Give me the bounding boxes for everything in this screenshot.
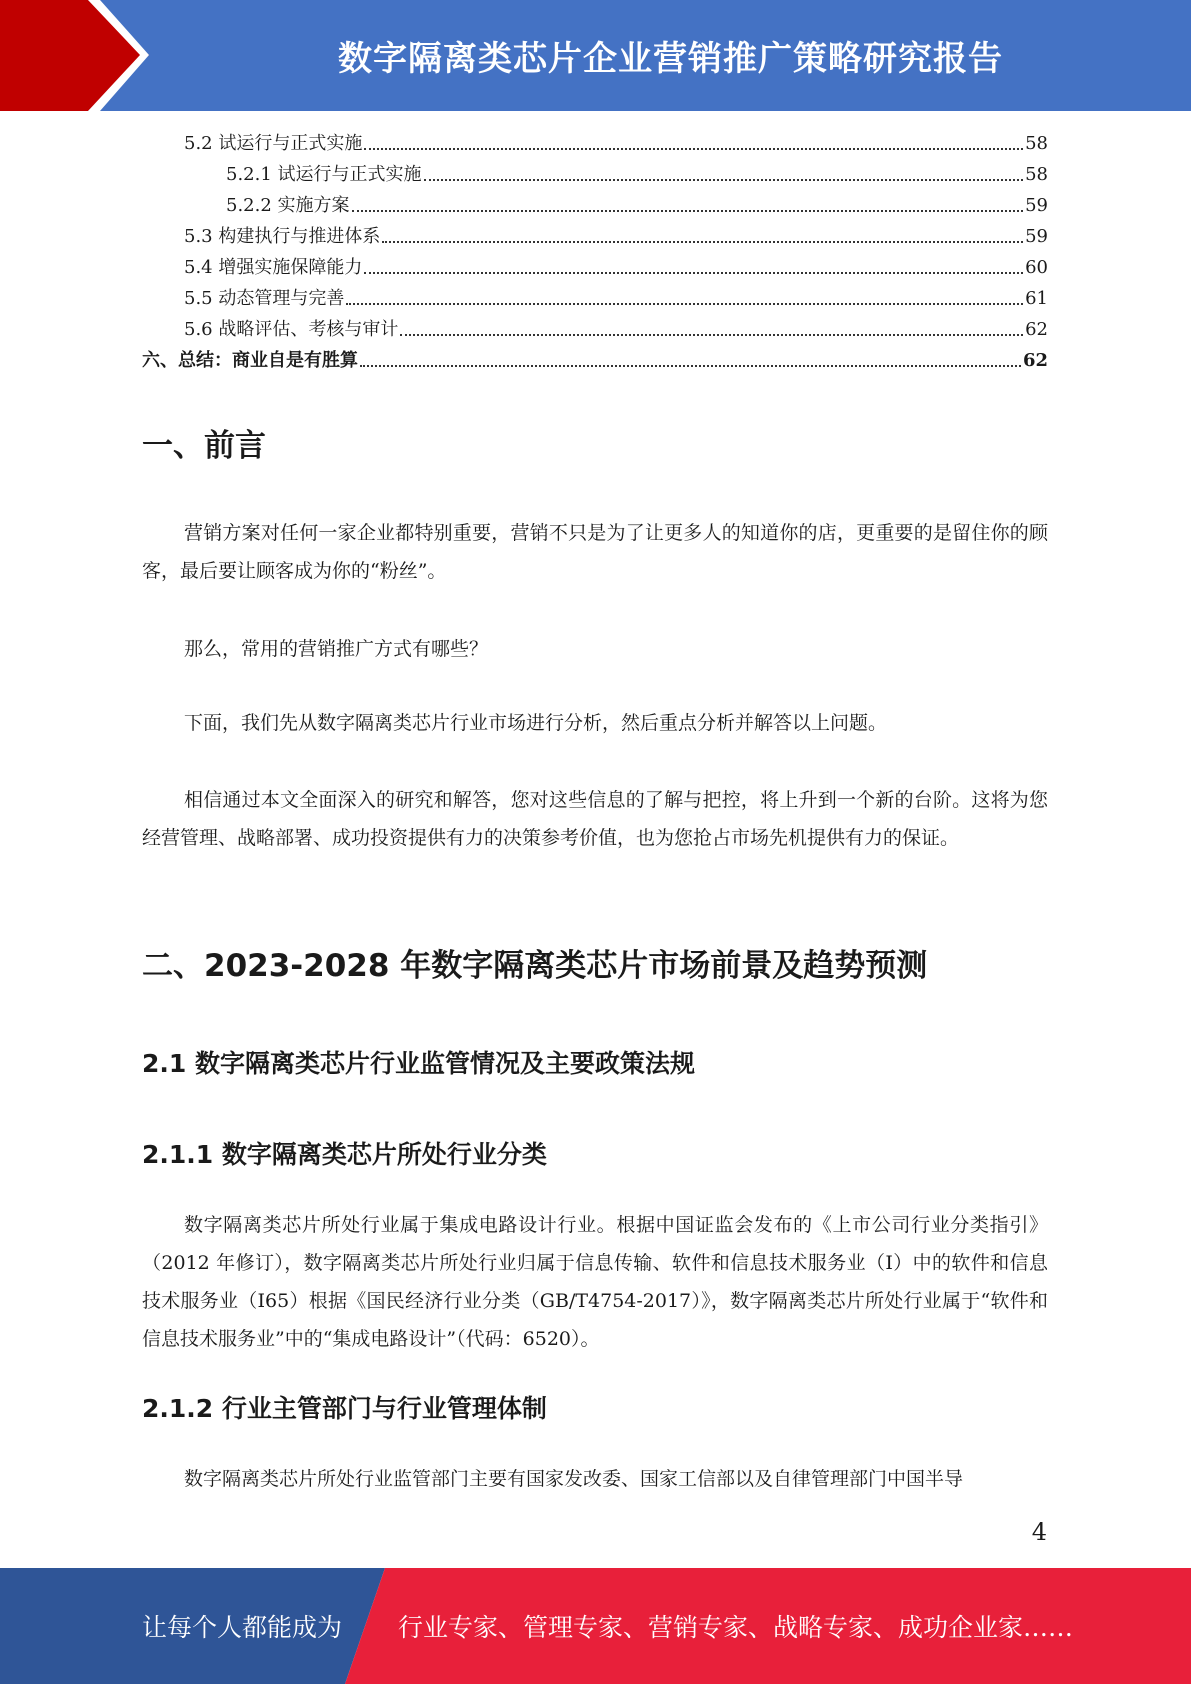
subsection-title-2-1-2: 2.1.2 行业主管部门与行业管理体制 [142, 1394, 547, 1423]
toc-entry-label: 5.3 构建执行与推进体系 [184, 226, 381, 247]
toc-entry[interactable] [142, 314, 1048, 345]
toc-entry[interactable] [142, 190, 1048, 221]
paragraph: 数字隔离类芯片所处行业属于集成电路设计行业。根据中国证监会发布的《上市公司行业分类指引》（2012 年修订），数字隔离类芯片所处行业归属于信息传输、软件和信息技术服务业（I）中的软件和信息技术服务业（I65）根据《国民经济行业分类（GB/T4754-2017）》，数字隔离类芯片所处行业属于“软件和信息技术服务业”中的“集成电路设计”（代码：6520）。 [142, 1214, 1048, 1350]
toc-entry-page: 60 [1025, 257, 1048, 278]
header-arrow-shape [0, 0, 160, 111]
subsection-title-2-1-1: 2.1.1 数字隔离类芯片所处行业分类 [142, 1140, 547, 1169]
report-title: 数字隔离类芯片企业营销推广策略研究报告 [338, 39, 1003, 79]
footer-banner [0, 1568, 1191, 1684]
toc-entry-page: 59 [1025, 195, 1048, 216]
footer-slogan-right: 行业专家、管理专家、营销专家、战略专家、成功企业家…… [398, 1613, 1074, 1642]
footer-slogan-left: 让每个人都能成为 [142, 1613, 343, 1642]
toc-entry-label: 5.2 试运行与正式实施 [184, 133, 363, 154]
toc-entry-page: 58 [1025, 164, 1048, 185]
toc-leader-dots [400, 332, 1023, 336]
paragraph: 数字隔离类芯片所处行业监管部门主要有国家发改委、国家工信部以及自律管理部门中国半导 [184, 1468, 964, 1490]
toc-entry[interactable] [142, 345, 1048, 376]
toc-leader-dots [364, 270, 1023, 274]
page-number: 4 [1031, 1518, 1047, 1546]
toc-leader-dots [346, 301, 1023, 305]
paragraph: 营销方案对任何一家企业都特别重要，营销不只是为了让更多人的知道你的店，更重要的是留住你的顾客，最后要让顾客成为你的“粉丝”。 [142, 522, 1048, 582]
toc-entry-label: 六、总结：商业自是有胜算 [142, 350, 358, 371]
toc-entry[interactable] [142, 159, 1048, 190]
toc-leader-dots [424, 177, 1024, 181]
header-banner [0, 0, 1191, 111]
table-of-contents [142, 128, 1048, 376]
toc-leader-dots [382, 239, 1023, 243]
toc-entry-label: 5.2.1 试运行与正式实施 [226, 164, 422, 185]
section-title-preface: 一、前言 [142, 428, 266, 464]
paragraph: 相信通过本文全面深入的研究和解答，您对这些信息的了解与把控，将上升到一个新的台阶。这将为您经营管理、战略部署、成功投资提供有力的决策参考价值，也为您抢占市场先机提供有力的保证。 [142, 789, 1048, 849]
paragraph: 那么，常用的营销推广方式有哪些？ [184, 638, 489, 660]
toc-entry-label: 5.5 动态管理与完善 [184, 288, 345, 309]
toc-entry[interactable] [142, 283, 1048, 314]
toc-entry-page: 62 [1022, 350, 1048, 371]
toc-entry-label: 5.2.2 实施方案 [226, 195, 350, 216]
paragraph: 下面，我们先从数字隔离类芯片行业市场进行分析，然后重点分析并解答以上问题。 [184, 712, 888, 734]
toc-leader-dots [364, 146, 1023, 150]
toc-entry-label: 5.6 战略评估、考核与审计 [184, 319, 399, 340]
toc-entry-page: 59 [1025, 226, 1048, 247]
toc-entry-page: 61 [1025, 288, 1048, 309]
subsection-title-2-1: 2.1 数字隔离类芯片行业监管情况及主要政策法规 [142, 1049, 695, 1078]
toc-entry-page: 62 [1025, 319, 1048, 340]
toc-leader-dots [360, 363, 1021, 367]
toc-entry[interactable] [142, 128, 1048, 159]
toc-entry[interactable] [142, 252, 1048, 283]
section-title-market: 二、2023-2028 年数字隔离类芯片市场前景及趋势预测 [142, 948, 928, 984]
toc-leader-dots [352, 208, 1024, 212]
toc-entry[interactable] [142, 221, 1048, 252]
toc-entry-label: 5.4 增强实施保障能力 [184, 257, 363, 278]
toc-entry-page: 58 [1025, 133, 1048, 154]
